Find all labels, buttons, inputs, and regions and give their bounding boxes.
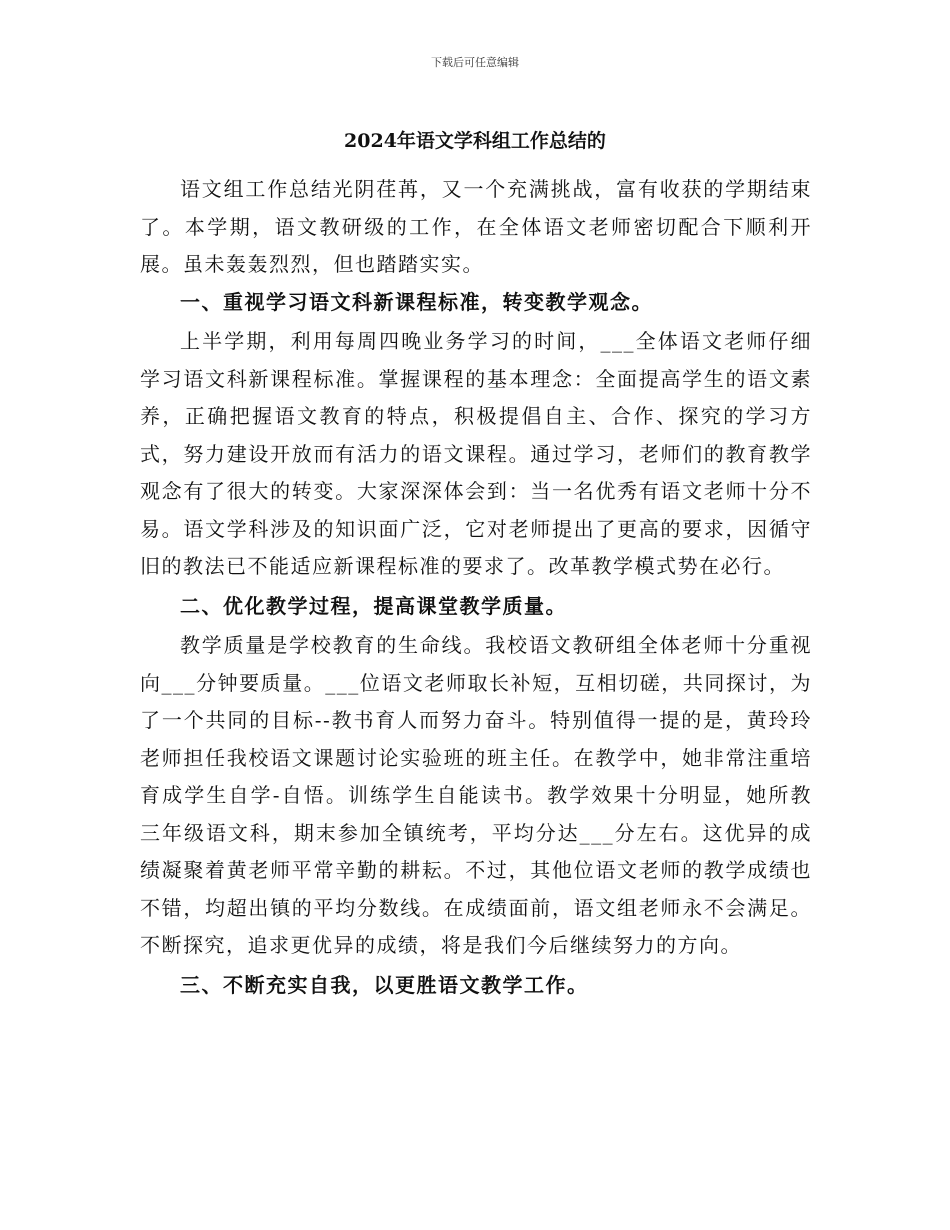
intro-paragraph: 语文组工作总结光阴荏苒，又一个充满挑战，富有收获的学期结束了。本学期，语文教研级的工作，在全体语文老师密切配合下顺利开展。虽未轰轰烈烈，但也踏踏实实。 (140, 177, 812, 276)
section-heading-2: 二、优化教学过程，提高课堂教学质量。 (180, 593, 567, 618)
section-heading-1: 一、重视学习语文科新课程标准，转变教学观念。 (180, 289, 653, 314)
section-heading-3: 三、不断充实自我，以更胜语文教学工作。 (180, 972, 589, 997)
header-note: 下载后可任意编辑 (431, 56, 519, 69)
document-title: 2024年语文学科组工作总结的 (344, 130, 606, 152)
section-1-paragraph: 上半学期，利用每周四晚业务学习的时间，___全体语文老师仔细学习语文科新课程标准。掌握课程的基本理念：全面提高学生的语文素养，正确把握语文教育的特点，积极提倡自主、合作、探究的学习方式，努力建设开放而有活力的语文课程。通过学习，老师们的教育教学观念有了很大的转变。大家深深体会到：当一名优秀有语文老师十分不易。语文学科涉及的知识面广泛，它对老师提出了更高的要求，因循守旧的教法已不能适应新课程标准的要求了。改革教学模式势在必行。 (140, 329, 812, 578)
document-body (140, 171, 812, 1006)
section-2-paragraph: 教学质量是学校教育的生命线。我校语文教研组全体老师十分重视向___分钟要质量。___位语文老师取长补短，互相切磋，共同探讨，为了一个共同的目标--教书育人而努力奋斗。特别值得一提的是，黄玲玲老师担任我校语文课题讨论实验班的班主任。在教学中，她非常注重培育成学生自学-自悟。训练学生自能读书。教学效果十分明显，她所教三年级语文科，期末参加全镇统考，平均分达___分左右。这优异的成绩凝聚着黄老师平常辛勤的耕耘。不过，其他位语文老师的教学成绩也不错，均超出镇的平均分数线。在成绩面前，语文组老师永不会满足。不断探究，追求更优异的成绩，将是我们今后继续努力的方向。 (140, 633, 812, 957)
